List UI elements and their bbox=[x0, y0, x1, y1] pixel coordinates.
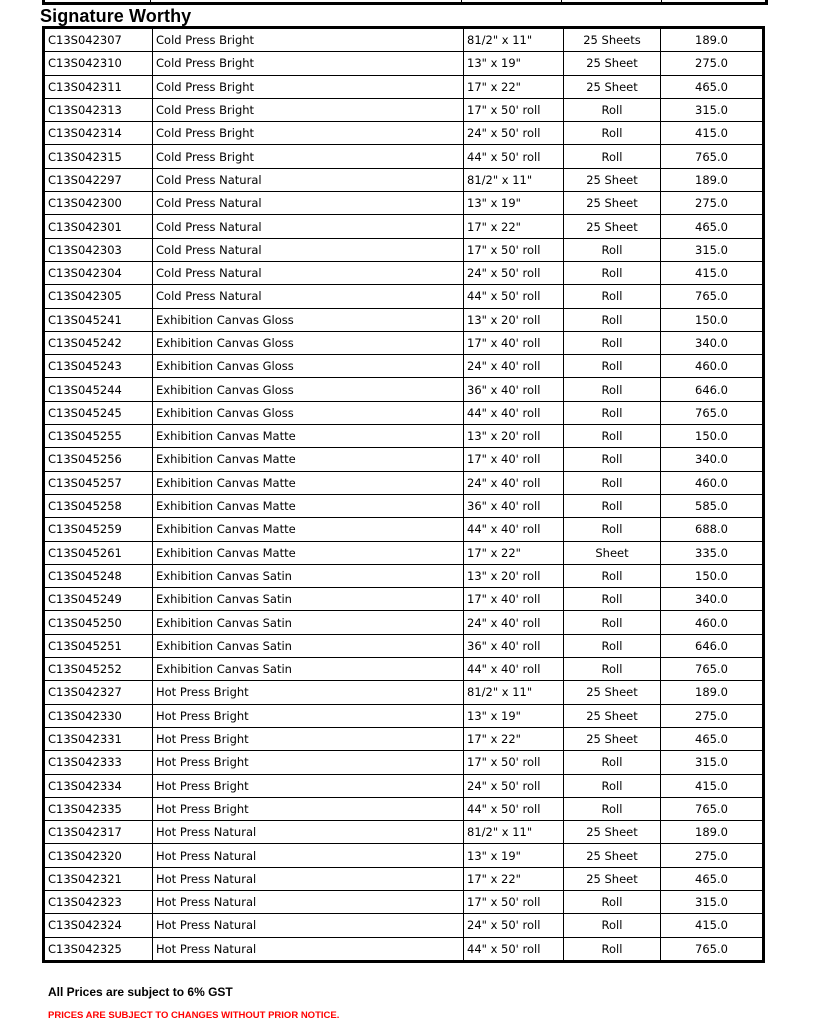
table-row bbox=[44, 122, 764, 145]
table-row bbox=[44, 355, 764, 378]
description-cell: Exhibition Canvas Matte bbox=[153, 471, 464, 494]
table-row bbox=[44, 52, 764, 75]
description-cell: Exhibition Canvas Matte bbox=[153, 541, 464, 564]
price-cell: 275.0 bbox=[661, 52, 764, 75]
product-code-cell: C13S045258 bbox=[44, 494, 153, 517]
unit-cell: Roll bbox=[564, 588, 661, 611]
price-cell: 765.0 bbox=[661, 937, 764, 961]
product-code-cell: C13S042333 bbox=[44, 751, 153, 774]
unit-cell: Roll bbox=[564, 98, 661, 121]
product-code-cell: C13S045244 bbox=[44, 378, 153, 401]
description-cell: Exhibition Canvas Matte bbox=[153, 518, 464, 541]
price-cell: 765.0 bbox=[661, 658, 764, 681]
description-cell: Cold Press Natural bbox=[153, 238, 464, 261]
description-cell: Hot Press Bright bbox=[153, 774, 464, 797]
unit-cell: Roll bbox=[564, 448, 661, 471]
product-code-cell: C13S045259 bbox=[44, 518, 153, 541]
price-cell: 315.0 bbox=[661, 98, 764, 121]
product-code-cell: C13S045243 bbox=[44, 355, 153, 378]
price-cell: 465.0 bbox=[661, 215, 764, 238]
unit-cell: Roll bbox=[564, 914, 661, 937]
size-cell: 36" x 40' roll bbox=[464, 494, 564, 517]
table-row bbox=[44, 494, 764, 517]
table-row bbox=[44, 704, 764, 727]
table-row bbox=[44, 867, 764, 890]
table-row bbox=[44, 75, 764, 98]
table-row bbox=[44, 634, 764, 657]
price-cell: 465.0 bbox=[661, 867, 764, 890]
size-cell: 44" x 50' roll bbox=[464, 145, 564, 168]
product-code-cell: C13S042313 bbox=[44, 98, 153, 121]
size-cell: 36" x 40' roll bbox=[464, 634, 564, 657]
size-cell: 81/2" x 11" bbox=[464, 28, 564, 52]
product-code-cell: C13S045245 bbox=[44, 401, 153, 424]
size-cell: 13" x 19" bbox=[464, 192, 564, 215]
size-cell: 24" x 40' roll bbox=[464, 355, 564, 378]
size-cell: 44" x 50' roll bbox=[464, 285, 564, 308]
size-cell: 81/2" x 11" bbox=[464, 821, 564, 844]
product-code-cell: C13S042331 bbox=[44, 727, 153, 750]
size-cell: 17" x 22" bbox=[464, 75, 564, 98]
product-code-cell: C13S042314 bbox=[44, 122, 153, 145]
product-code-cell: C13S042305 bbox=[44, 285, 153, 308]
product-code-cell: C13S045252 bbox=[44, 658, 153, 681]
table-row bbox=[44, 168, 764, 191]
table-row bbox=[44, 145, 764, 168]
description-cell: Cold Press Natural bbox=[153, 285, 464, 308]
product-code-cell: C13S045248 bbox=[44, 564, 153, 587]
table-row bbox=[44, 541, 764, 564]
table-row bbox=[44, 681, 764, 704]
unit-cell: Roll bbox=[564, 564, 661, 587]
unit-cell: Roll bbox=[564, 774, 661, 797]
table-row bbox=[44, 751, 764, 774]
price-cell: 415.0 bbox=[661, 914, 764, 937]
product-code-cell: C13S042325 bbox=[44, 937, 153, 961]
size-cell: 81/2" x 11" bbox=[464, 168, 564, 191]
price-table-body bbox=[44, 28, 764, 962]
description-cell: Exhibition Canvas Satin bbox=[153, 588, 464, 611]
table-row bbox=[44, 401, 764, 424]
column-divider bbox=[461, 0, 462, 2]
price-cell: 335.0 bbox=[661, 541, 764, 564]
description-cell: Cold Press Bright bbox=[153, 98, 464, 121]
price-cell: 189.0 bbox=[661, 681, 764, 704]
unit-cell: 25 Sheet bbox=[564, 75, 661, 98]
price-cell: 646.0 bbox=[661, 634, 764, 657]
table-row bbox=[44, 425, 764, 448]
table-row bbox=[44, 890, 764, 913]
table-row bbox=[44, 797, 764, 820]
size-cell: 24" x 40' roll bbox=[464, 471, 564, 494]
size-cell: 17" x 50' roll bbox=[464, 98, 564, 121]
unit-cell: Roll bbox=[564, 937, 661, 961]
size-cell: 13" x 20' roll bbox=[464, 308, 564, 331]
unit-cell: Roll bbox=[564, 145, 661, 168]
product-code-cell: C13S042301 bbox=[44, 215, 153, 238]
product-code-cell: C13S045251 bbox=[44, 634, 153, 657]
unit-cell: 25 Sheet bbox=[564, 704, 661, 727]
price-cell: 460.0 bbox=[661, 611, 764, 634]
price-cell: 189.0 bbox=[661, 821, 764, 844]
table-row bbox=[44, 821, 764, 844]
product-code-cell: C13S042304 bbox=[44, 261, 153, 284]
description-cell: Hot Press Natural bbox=[153, 914, 464, 937]
price-cell: 415.0 bbox=[661, 261, 764, 284]
size-cell: 17" x 22" bbox=[464, 541, 564, 564]
table-row bbox=[44, 937, 764, 961]
price-cell: 315.0 bbox=[661, 890, 764, 913]
size-cell: 17" x 22" bbox=[464, 867, 564, 890]
size-cell: 13" x 19" bbox=[464, 52, 564, 75]
unit-cell: Roll bbox=[564, 378, 661, 401]
price-cell: 275.0 bbox=[661, 704, 764, 727]
price-cell: 275.0 bbox=[661, 844, 764, 867]
unit-cell: 25 Sheet bbox=[564, 844, 661, 867]
table-row bbox=[44, 448, 764, 471]
table-row bbox=[44, 588, 764, 611]
description-cell: Exhibition Canvas Matte bbox=[153, 494, 464, 517]
description-cell: Exhibition Canvas Matte bbox=[153, 448, 464, 471]
size-cell: 13" x 20' roll bbox=[464, 564, 564, 587]
size-cell: 44" x 40' roll bbox=[464, 658, 564, 681]
size-cell: 17" x 40' roll bbox=[464, 588, 564, 611]
description-cell: Hot Press Natural bbox=[153, 821, 464, 844]
price-change-notice: PRICES ARE SUBJECT TO CHANGES WITHOUT PRIOR NOTICE. bbox=[48, 1010, 340, 1021]
description-cell: Exhibition Canvas Satin bbox=[153, 611, 464, 634]
unit-cell: 25 Sheet bbox=[564, 192, 661, 215]
size-cell: 44" x 40' roll bbox=[464, 518, 564, 541]
price-cell: 315.0 bbox=[661, 751, 764, 774]
unit-cell: Roll bbox=[564, 261, 661, 284]
size-cell: 17" x 22" bbox=[464, 215, 564, 238]
price-cell: 415.0 bbox=[661, 774, 764, 797]
product-code-cell: C13S042303 bbox=[44, 238, 153, 261]
table-row bbox=[44, 914, 764, 937]
price-cell: 765.0 bbox=[661, 401, 764, 424]
product-code-cell: C13S042330 bbox=[44, 704, 153, 727]
size-cell: 17" x 50' roll bbox=[464, 751, 564, 774]
gst-note: All Prices are subject to 6% GST bbox=[48, 985, 233, 999]
price-cell: 150.0 bbox=[661, 425, 764, 448]
price-cell: 465.0 bbox=[661, 727, 764, 750]
table-row bbox=[44, 727, 764, 750]
description-cell: Cold Press Bright bbox=[153, 28, 464, 52]
size-cell: 24" x 40' roll bbox=[464, 611, 564, 634]
description-cell: Exhibition Canvas Gloss bbox=[153, 308, 464, 331]
description-cell: Hot Press Bright bbox=[153, 727, 464, 750]
table-row bbox=[44, 261, 764, 284]
table-row bbox=[44, 378, 764, 401]
product-code-cell: C13S042320 bbox=[44, 844, 153, 867]
unit-cell: 25 Sheet bbox=[564, 215, 661, 238]
product-code-cell: C13S042335 bbox=[44, 797, 153, 820]
price-cell: 765.0 bbox=[661, 797, 764, 820]
description-cell: Exhibition Canvas Gloss bbox=[153, 355, 464, 378]
price-cell: 765.0 bbox=[661, 285, 764, 308]
table-row bbox=[44, 518, 764, 541]
table-row bbox=[44, 774, 764, 797]
size-cell: 17" x 22" bbox=[464, 727, 564, 750]
table-row bbox=[44, 658, 764, 681]
column-divider bbox=[561, 0, 562, 2]
size-cell: 24" x 50' roll bbox=[464, 122, 564, 145]
table-row bbox=[44, 564, 764, 587]
size-cell: 81/2" x 11" bbox=[464, 681, 564, 704]
price-cell: 315.0 bbox=[661, 238, 764, 261]
unit-cell: Roll bbox=[564, 425, 661, 448]
unit-cell: Roll bbox=[564, 308, 661, 331]
price-cell: 765.0 bbox=[661, 145, 764, 168]
column-divider bbox=[661, 0, 662, 2]
description-cell: Hot Press Bright bbox=[153, 681, 464, 704]
unit-cell: Roll bbox=[564, 238, 661, 261]
size-cell: 13" x 19" bbox=[464, 844, 564, 867]
size-cell: 44" x 50' roll bbox=[464, 937, 564, 961]
size-cell: 13" x 19" bbox=[464, 704, 564, 727]
unit-cell: 25 Sheet bbox=[564, 867, 661, 890]
product-code-cell: C13S045256 bbox=[44, 448, 153, 471]
table-row bbox=[44, 844, 764, 867]
description-cell: Exhibition Canvas Gloss bbox=[153, 378, 464, 401]
unit-cell: 25 Sheet bbox=[564, 168, 661, 191]
description-cell: Cold Press Natural bbox=[153, 215, 464, 238]
unit-cell: Roll bbox=[564, 634, 661, 657]
description-cell: Cold Press Bright bbox=[153, 52, 464, 75]
description-cell: Cold Press Natural bbox=[153, 168, 464, 191]
price-cell: 189.0 bbox=[661, 28, 764, 52]
description-cell: Cold Press Bright bbox=[153, 75, 464, 98]
size-cell: 24" x 50' roll bbox=[464, 914, 564, 937]
product-code-cell: C13S042324 bbox=[44, 914, 153, 937]
table-row bbox=[44, 331, 764, 354]
column-divider bbox=[150, 0, 151, 2]
price-cell: 415.0 bbox=[661, 122, 764, 145]
table-row bbox=[44, 98, 764, 121]
unit-cell: Roll bbox=[564, 658, 661, 681]
size-cell: 13" x 20' roll bbox=[464, 425, 564, 448]
product-code-cell: C13S042321 bbox=[44, 867, 153, 890]
unit-cell: Roll bbox=[564, 122, 661, 145]
product-code-cell: C13S045250 bbox=[44, 611, 153, 634]
unit-cell: Roll bbox=[564, 401, 661, 424]
size-cell: 44" x 40' roll bbox=[464, 401, 564, 424]
unit-cell: Sheet bbox=[564, 541, 661, 564]
description-cell: Hot Press Natural bbox=[153, 937, 464, 961]
table-row bbox=[44, 215, 764, 238]
size-cell: 17" x 40' roll bbox=[464, 331, 564, 354]
description-cell: Exhibition Canvas Satin bbox=[153, 658, 464, 681]
size-cell: 17" x 50' roll bbox=[464, 238, 564, 261]
unit-cell: 25 Sheet bbox=[564, 727, 661, 750]
price-cell: 340.0 bbox=[661, 588, 764, 611]
description-cell: Exhibition Canvas Satin bbox=[153, 564, 464, 587]
price-cell: 585.0 bbox=[661, 494, 764, 517]
product-code-cell: C13S045242 bbox=[44, 331, 153, 354]
description-cell: Cold Press Natural bbox=[153, 261, 464, 284]
size-cell: 36" x 40' roll bbox=[464, 378, 564, 401]
price-cell: 189.0 bbox=[661, 168, 764, 191]
unit-cell: Roll bbox=[564, 797, 661, 820]
product-code-cell: C13S045261 bbox=[44, 541, 153, 564]
unit-cell: Roll bbox=[564, 355, 661, 378]
unit-cell: Roll bbox=[564, 285, 661, 308]
product-code-cell: C13S042315 bbox=[44, 145, 153, 168]
product-code-cell: C13S042297 bbox=[44, 168, 153, 191]
price-cell: 460.0 bbox=[661, 471, 764, 494]
unit-cell: Roll bbox=[564, 494, 661, 517]
price-table bbox=[42, 26, 765, 963]
description-cell: Exhibition Canvas Satin bbox=[153, 634, 464, 657]
unit-cell: Roll bbox=[564, 518, 661, 541]
description-cell: Hot Press Natural bbox=[153, 890, 464, 913]
product-code-cell: C13S042310 bbox=[44, 52, 153, 75]
unit-cell: 25 Sheet bbox=[564, 681, 661, 704]
description-cell: Exhibition Canvas Matte bbox=[153, 425, 464, 448]
table-row bbox=[44, 308, 764, 331]
table-row bbox=[44, 471, 764, 494]
unit-cell: Roll bbox=[564, 890, 661, 913]
unit-cell: 25 Sheet bbox=[564, 821, 661, 844]
table-row bbox=[44, 238, 764, 261]
description-cell: Hot Press Bright bbox=[153, 751, 464, 774]
description-cell: Exhibition Canvas Gloss bbox=[153, 331, 464, 354]
product-code-cell: C13S042334 bbox=[44, 774, 153, 797]
description-cell: Cold Press Bright bbox=[153, 122, 464, 145]
product-code-cell: C13S042327 bbox=[44, 681, 153, 704]
table-row bbox=[44, 611, 764, 634]
price-cell: 460.0 bbox=[661, 355, 764, 378]
size-cell: 17" x 40' roll bbox=[464, 448, 564, 471]
product-code-cell: C13S042323 bbox=[44, 890, 153, 913]
price-cell: 465.0 bbox=[661, 75, 764, 98]
unit-cell: Roll bbox=[564, 751, 661, 774]
unit-cell: Roll bbox=[564, 471, 661, 494]
description-cell: Cold Press Bright bbox=[153, 145, 464, 168]
description-cell: Hot Press Natural bbox=[153, 844, 464, 867]
size-cell: 24" x 50' roll bbox=[464, 774, 564, 797]
price-cell: 150.0 bbox=[661, 308, 764, 331]
table-row bbox=[44, 192, 764, 215]
description-cell: Exhibition Canvas Gloss bbox=[153, 401, 464, 424]
description-cell: Cold Press Natural bbox=[153, 192, 464, 215]
product-code-cell: C13S045241 bbox=[44, 308, 153, 331]
product-code-cell: C13S042317 bbox=[44, 821, 153, 844]
section-title: Signature Worthy bbox=[40, 6, 192, 26]
price-cell: 646.0 bbox=[661, 378, 764, 401]
unit-cell: Roll bbox=[564, 331, 661, 354]
table-row bbox=[44, 28, 764, 52]
price-cell: 340.0 bbox=[661, 331, 764, 354]
description-cell: Hot Press Bright bbox=[153, 797, 464, 820]
size-cell: 17" x 50' roll bbox=[464, 890, 564, 913]
table-row bbox=[44, 285, 764, 308]
product-code-cell: C13S042307 bbox=[44, 28, 153, 52]
product-code-cell: C13S045249 bbox=[44, 588, 153, 611]
description-cell: Hot Press Bright bbox=[153, 704, 464, 727]
unit-cell: Roll bbox=[564, 611, 661, 634]
product-code-cell: C13S042300 bbox=[44, 192, 153, 215]
price-cell: 688.0 bbox=[661, 518, 764, 541]
unit-cell: 25 Sheets bbox=[564, 28, 661, 52]
price-cell: 275.0 bbox=[661, 192, 764, 215]
description-cell: Hot Press Natural bbox=[153, 867, 464, 890]
size-cell: 44" x 50' roll bbox=[464, 797, 564, 820]
unit-cell: 25 Sheet bbox=[564, 52, 661, 75]
product-code-cell: C13S042311 bbox=[44, 75, 153, 98]
product-code-cell: C13S045257 bbox=[44, 471, 153, 494]
price-cell: 150.0 bbox=[661, 564, 764, 587]
size-cell: 24" x 50' roll bbox=[464, 261, 564, 284]
price-cell: 340.0 bbox=[661, 448, 764, 471]
product-code-cell: C13S045255 bbox=[44, 425, 153, 448]
